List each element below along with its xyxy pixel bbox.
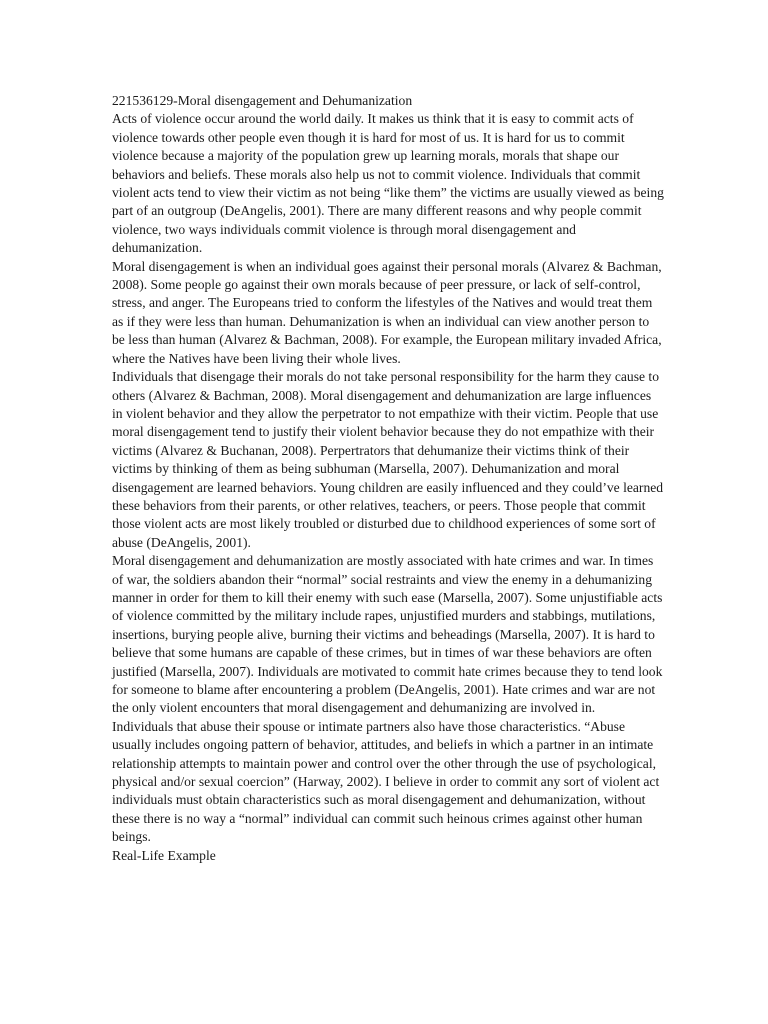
paragraph-moral-disengagement: Moral disengagement is when an individual goes against their personal morals (Alvarez & Bachman, 2008). Some people go against their own morals because of peer pressure, or lack of self-control, stress, and anger. The Europeans tried to conform the lifestyles of the Natives and would treat them as if they were less than human. Dehumanization is when an individual can view another person to be less than human (Alvarez & Bachman, 2008). For example, the European military invaded Africa, where the Natives have been living their whole lives. <box>112 258 662 366</box>
document-title: 221536129-Moral disengagement and Dehumanization <box>112 93 413 108</box>
paragraph-hate-crimes-war: Moral disengagement and dehumanization are mostly associated with hate crimes and war. In times of war, the soldiers abandon their “normal” social restraints and view the enemy in a dehumanizing manner in order for them to kill their enemy with such ease (Marsella, 2007). Some unjustifiable acts of violence committed by the military include rapes, unjustified murders and stabbings, mutilations, insertions, burying people alive, burning their victims and beheadings (Marsella, 2007). It is hard to believe that some humans are capable of these crimes, but in times of war these behaviors are often justified (Marsella, 2007). Individuals are motivated to commit hate crimes because they to tend look for someone to blame after encountering a problem (DeAngelis, 2001). Hate crimes and war are not the only violent encounters that moral disengagement and dehumanizing are involved in. <box>112 553 663 716</box>
paragraph-intro: Acts of violence occur around the world daily. It makes us think that it is easy to commit acts of violence towards other people even though it is hard for most of us. It is hard for us to commit violence because a majority of the population grew up learning morals, morals that shape our behaviors and beliefs. These morals also help us not to commit violence. Individuals that commit violent acts tend to view their victim as not being “like them” the victims are usually viewed as being part of an outgroup (DeAngelis, 2001). There are many different reasons and why people commit violence, two ways individuals commit violence is through moral disengagement and dehumanization. <box>112 111 664 256</box>
section-heading-real-life-example: Real-Life Example <box>112 847 216 863</box>
paragraph-intimate-partner-abuse: Individuals that abuse their spouse or intimate partners also have those characteristics. “Abuse usually includes ongoing pattern of behavior, attitudes, and beliefs in which a partner in an intimate relationship attempts to maintain power and control over the other through the use of psychological, physical and/or sexual coercion” (Harway, 2002). I believe in order to commit any sort of violent act individuals must obtain characteristics such as moral disengagement and dehumanization, without these there is no way a “normal” individual can commit such heinous crimes against other human beings. <box>112 718 660 845</box>
paragraph-responsibility: Individuals that disengage their morals do not take personal responsibility for the harm they cause to others (Alvarez & Bachman, 2008). Moral disengagement and dehumanization are large influences in violent behavior and they allow the perpetrator to not empathize with their victim. People that use moral disengagement tend to justify their violent behavior because they do not empathize with their victims (Alvarez & Buchanan, 2008). Perpertrators that dehumanize their victims think of their victims by thinking of them as being subhuman (Marsella, 2007). Dehumanization and moral disengagement are learned behaviors. Young children are easily influenced and they could’ve learned these behaviors from their parents, or other relatives, teachers, or peers. Those people that commit those violent acts are most likely troubled or disturbed due to childhood experiences of some sort of abuse (DeAngelis, 2001). <box>112 369 664 550</box>
document-page <box>112 92 664 865</box>
